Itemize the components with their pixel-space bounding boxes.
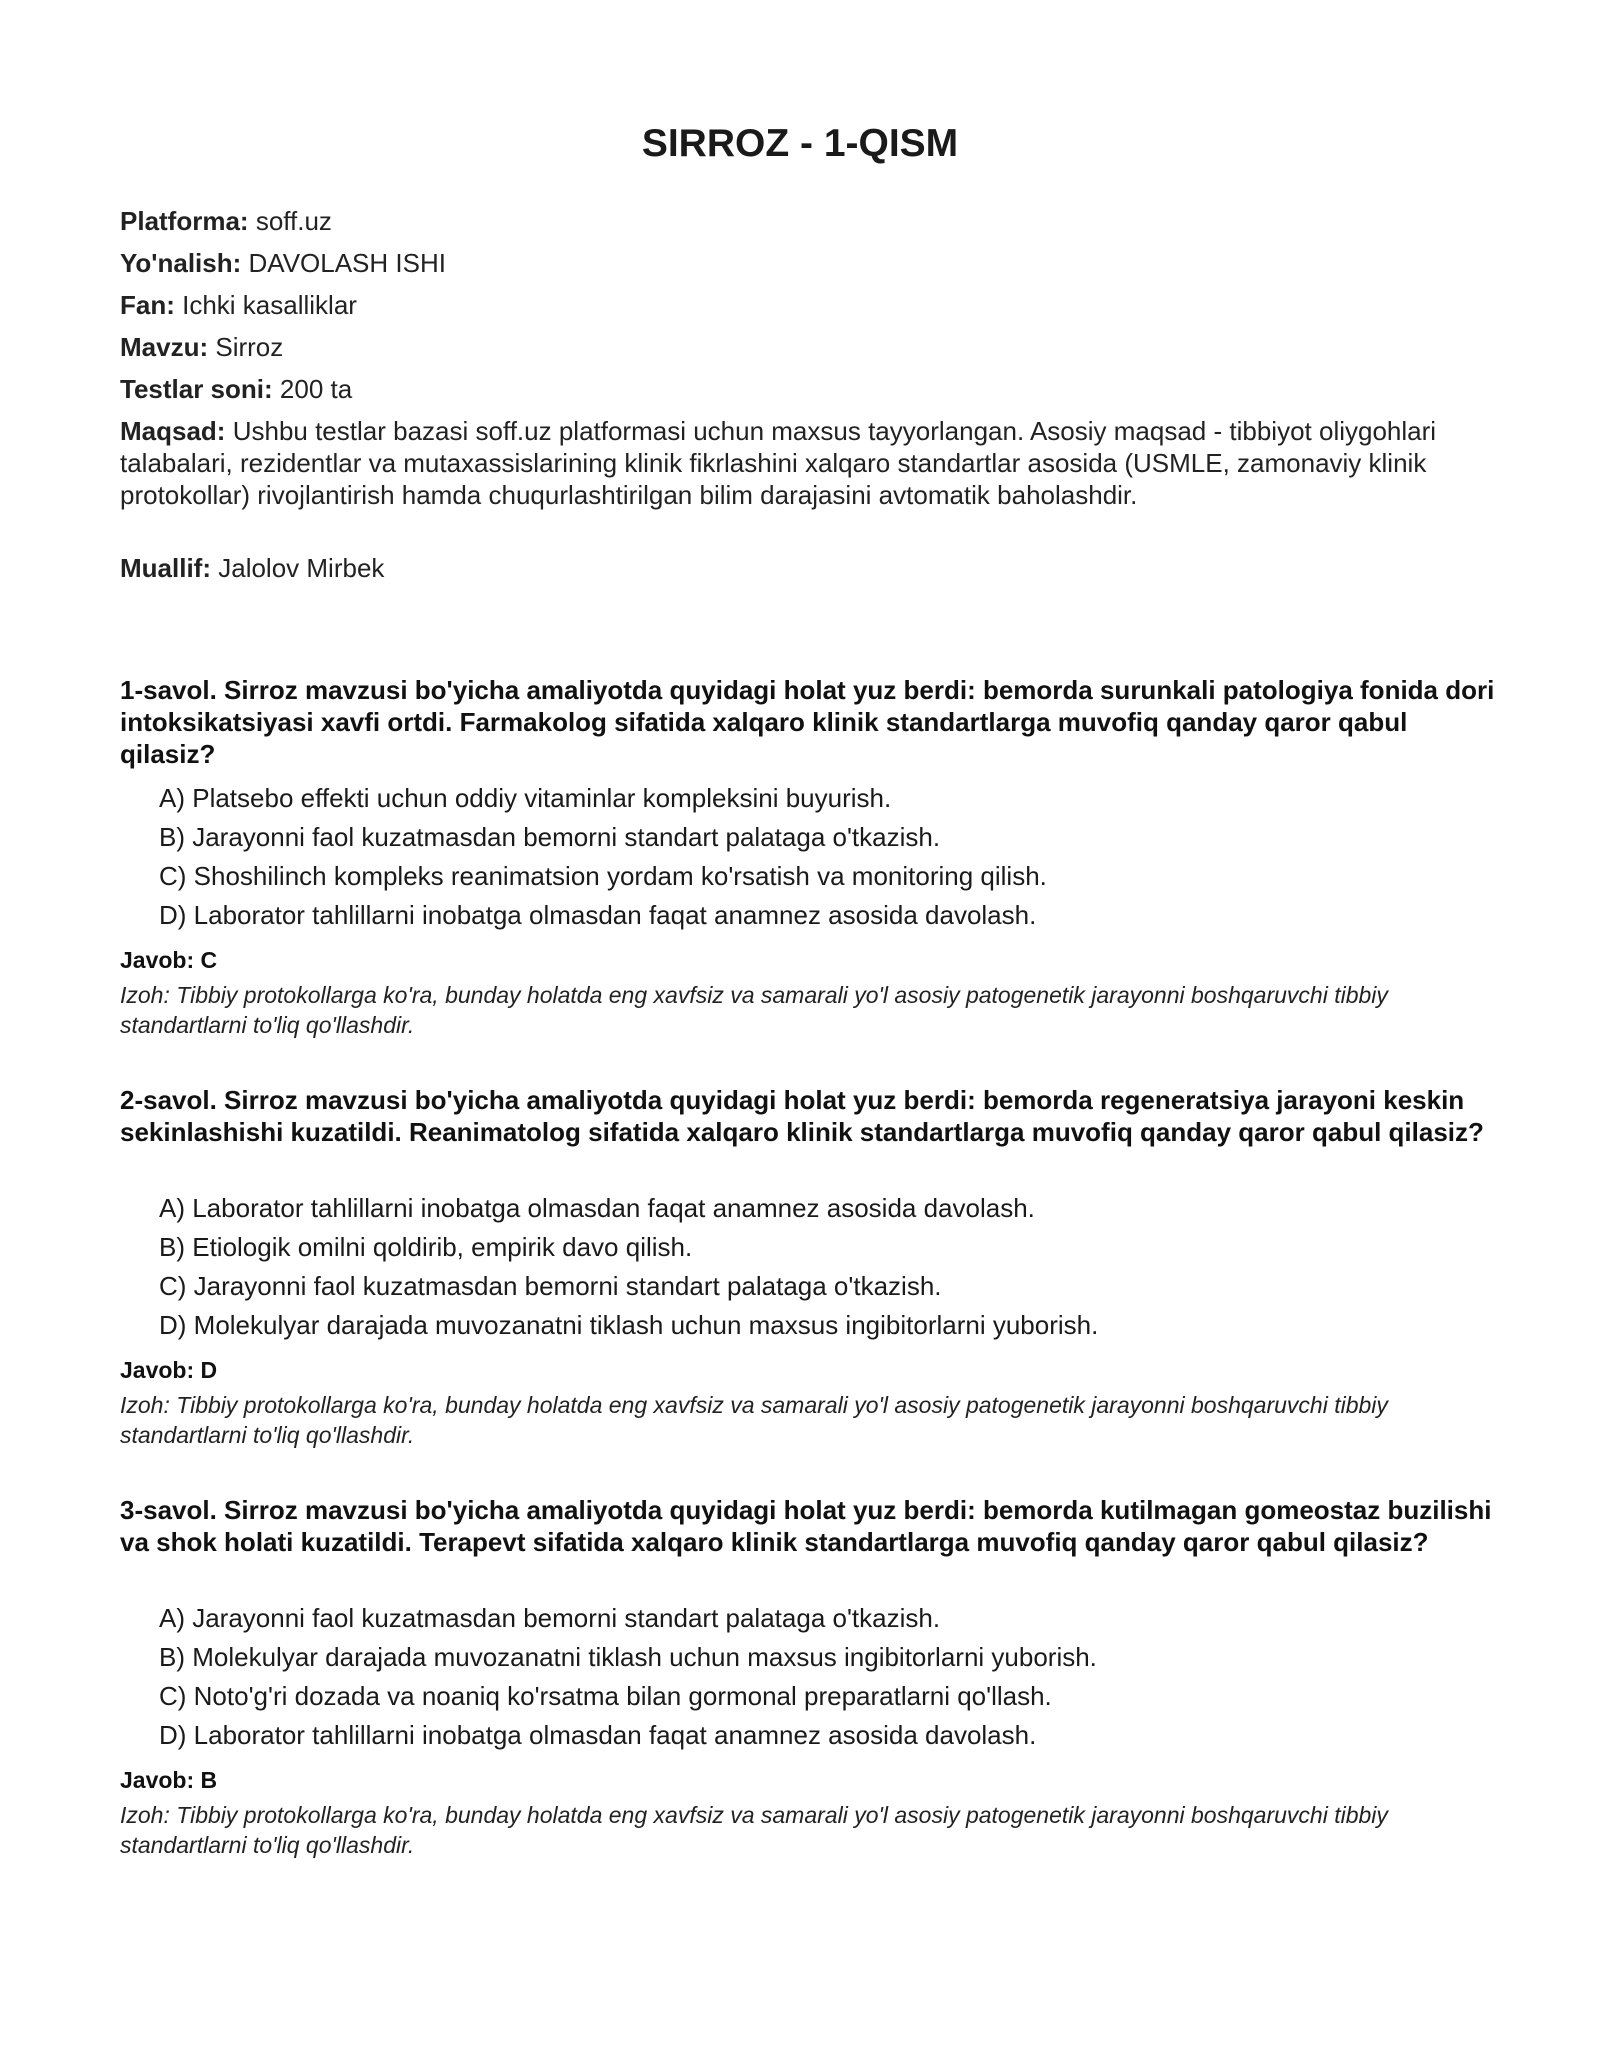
meta-topic-label: Mavzu:	[120, 332, 209, 362]
meta-subject	[120, 289, 1480, 321]
question-3-option-c: C) Noto'g'ri dozada va noaniq ko'rsatma bilan gormonal preparatlarni qo'llash.	[159, 1681, 1052, 1711]
question-2-option-c: C) Jarayonni faol kuzatmasdan bemorni standart palataga o'tkazish.	[159, 1271, 942, 1301]
question-2-option-d: D) Molekulyar darajada muvozanatni tiklash uchun maxsus ingibitorlarni yuborish.	[159, 1310, 1099, 1340]
question-3-option-b: B) Molekulyar darajada muvozanatni tiklash uchun maxsus ingibitorlarni yuborish.	[159, 1642, 1097, 1672]
question-3-option-a: A) Jarayonni faol kuzatmasdan bemorni standart palataga o'tkazish.	[159, 1603, 941, 1633]
meta-platform	[120, 205, 1480, 237]
meta-direction-value: DAVOLASH ISHI	[248, 248, 446, 278]
meta-goal-value: Ushbu testlar bazasi soff.uz platformasi uchun maxsus tayyorlangan. Asosiy maqsad - tibbiyot oliygohlari talabalari, rezidentlar va mutaxassislarining klinik fikrlashini xalqaro standartlar asosida (USMLE, zamonaviy klinik protokollar) rivojlantirish hamda chuqurlashtirilgan bilim darajasini avtomatik baholashdir.	[120, 416, 1437, 510]
question-2-explanation: Izoh: Tibbiy protokollarga ko'ra, bunday holatda eng xavfsiz va samarali yo'l asosiy patogenetik jarayonni boshqaruvchi tibbiy standartlarni to'liq qo'llashdir.	[120, 1392, 1388, 1448]
question-3-text: 3-savol. Sirroz mavzusi bo'yicha amaliyotda quyidagi holat yuz berdi: bemorda kutilmagan gomeostaz buzilishi va shok holati kuzatildi. Terapevt sifatida xalqaro klinik standartlarga muvofiq qanday qaror qabul qilasiz?	[120, 1495, 1492, 1557]
meta-subject-value: Ichki kasalliklar	[182, 290, 357, 320]
meta-platform-label: Platforma:	[120, 206, 249, 236]
meta-platform-value: soff.uz	[255, 206, 332, 236]
question-1-option-d: D) Laborator tahlillarni inobatga olmasdan faqat anamnez asosida davolash.	[159, 900, 1037, 930]
meta-test-count	[120, 373, 1480, 405]
question-3-answer: Javob: B	[120, 1767, 218, 1793]
question-2-option-a: A) Laborator tahlillarni inobatga olmasdan faqat anamnez asosida davolash.	[159, 1193, 1035, 1223]
meta-topic-value: Sirroz	[215, 332, 284, 362]
question-2-option-b: B) Etiologik omilni qoldirib, empirik davo qilish.	[159, 1232, 693, 1262]
question-2-answer: Javob: D	[120, 1357, 218, 1383]
meta-test-count-value: 200 ta	[279, 374, 353, 404]
meta-topic	[120, 331, 1480, 363]
question-1-option-a: A) Platsebo effekti uchun oddiy vitaminlar kompleksini buyurish.	[159, 783, 892, 813]
meta-direction-label: Yo'nalish:	[120, 248, 242, 278]
meta-author	[120, 552, 1480, 584]
meta-author-value: Jalolov Mirbek	[218, 553, 385, 583]
meta-direction	[120, 247, 1480, 279]
question-3-explanation: Izoh: Tibbiy protokollarga ko'ra, bunday holatda eng xavfsiz va samarali yo'l asosiy patogenetik jarayonni boshqaruvchi tibbiy standartlarni to'liq qo'llashdir.	[120, 1802, 1388, 1858]
meta-subject-label: Fan:	[120, 290, 175, 320]
question-1-option-b: B) Jarayonni faol kuzatmasdan bemorni standart palataga o'tkazish.	[159, 822, 941, 852]
question-2-text: 2-savol. Sirroz mavzusi bo'yicha amaliyotda quyidagi holat yuz berdi: bemorda regeneratsiya jarayoni keskin sekinlashishi kuzatildi. Reanimatolog sifatida xalqaro klinik standartlarga muvofiq qanday qaror qabul qilasiz?	[120, 1085, 1484, 1147]
meta-author-label: Muallif:	[120, 553, 211, 583]
meta-goal	[120, 415, 1480, 511]
question-1-option-c: C) Shoshilinch kompleks reanimatsion yordam ko'rsatish va monitoring qilish.	[159, 861, 1047, 891]
question-1-explanation: Izoh: Tibbiy protokollarga ko'ra, bunday holatda eng xavfsiz va samarali yo'l asosiy patogenetik jarayonni boshqaruvchi tibbiy standartlarni to'liq qo'llashdir.	[120, 982, 1388, 1038]
document-title: SIRROZ - 1-QISM	[641, 122, 959, 165]
meta-goal-label: Maqsad:	[120, 416, 226, 446]
question-1-answer: Javob: C	[120, 947, 218, 973]
meta-test-count-label: Testlar soni:	[120, 374, 273, 404]
question-1-text: 1-savol. Sirroz mavzusi bo'yicha amaliyotda quyidagi holat yuz berdi: bemorda surunkali patologiya fonida dori intoksikatsiyasi xavfi ortdi. Farmakolog sifatida xalqaro klinik standartlarga muvofiq qanday qaror qabul qilasiz?	[120, 675, 1495, 769]
question-3-option-d: D) Laborator tahlillarni inobatga olmasdan faqat anamnez asosida davolash.	[159, 1720, 1037, 1750]
